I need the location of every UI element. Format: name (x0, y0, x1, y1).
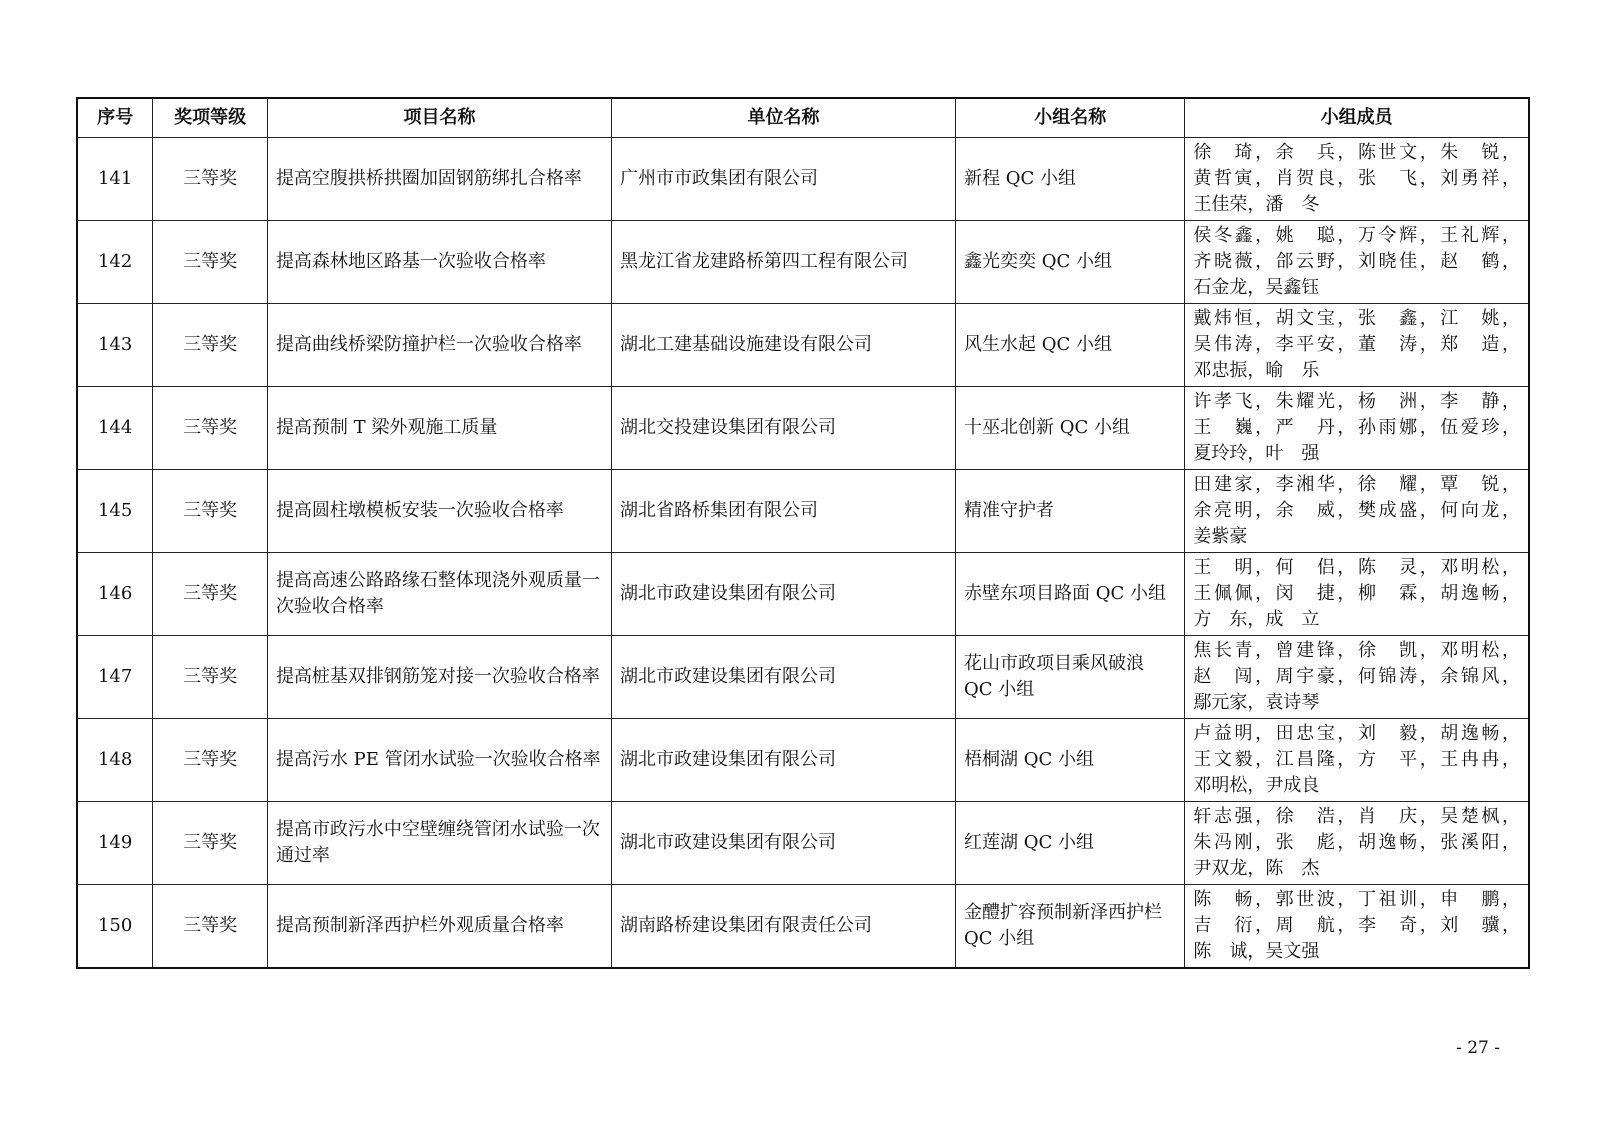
cell-project-name: 提高高速公路路缘石整体现浇外观质量一次验收合格率 (267, 553, 611, 636)
header-no: 序号 (77, 98, 153, 138)
cell-project-name: 提高森林地区路基一次验收合格率 (267, 221, 611, 304)
cell-group-name: 金醴扩容预制新泽西护栏 QC 小组 (956, 885, 1185, 969)
cell-award: 三等奖 (153, 802, 268, 885)
cell-project-name: 提高预制新泽西护栏外观质量合格率 (267, 885, 611, 969)
cell-group-name: 花山市政项目乘风破浪 QC 小组 (956, 636, 1185, 719)
member-line: 姜紫豪 (1193, 526, 1248, 547)
member-line: 邓明松，尹成良 (1193, 775, 1320, 796)
table-row (77, 221, 1529, 304)
member-line: 侯冬鑫，姚 聪，万令辉，王礼辉， (1193, 225, 1520, 246)
cell-award: 三等奖 (153, 636, 268, 719)
cell-unit-name: 黑龙江省龙建路桥第四工程有限公司 (611, 221, 955, 304)
cell-unit-name: 湖北工建基础设施建设有限公司 (611, 304, 955, 387)
member-line: 夏玲玲，叶 强 (1193, 443, 1320, 464)
member-line: 王佩佩，闵 捷，柳 霖，胡逸畅， (1193, 583, 1520, 604)
cell-members (1185, 636, 1529, 719)
member-line: 王 明，何 侣，陈 灵，邓明松， (1193, 557, 1520, 578)
table-row (77, 470, 1529, 553)
cell-unit-name: 湖南路桥建设集团有限责任公司 (611, 885, 955, 969)
member-line: 吉 衍，周 航，李 奇，刘 骥， (1193, 915, 1520, 936)
cell-members (1185, 802, 1529, 885)
table-row (77, 719, 1529, 802)
table-row (77, 387, 1529, 470)
member-line: 黄哲寅，肖贺良，张 飞，刘勇祥， (1193, 168, 1520, 189)
cell-no: 147 (77, 636, 153, 719)
header-project: 项目名称 (267, 98, 611, 138)
member-line: 焦长青，曾建锋，徐 凯，邓明松， (1193, 640, 1520, 661)
member-line: 王佳荣，潘 冬 (1193, 194, 1320, 215)
cell-members (1185, 885, 1529, 969)
cell-award: 三等奖 (153, 553, 268, 636)
cell-award: 三等奖 (153, 221, 268, 304)
awards-table (76, 97, 1530, 969)
cell-members (1185, 387, 1529, 470)
member-line: 余亮明，余 威，樊成盛，何向龙， (1193, 500, 1520, 521)
member-line: 齐晓薇，郃云野，刘晓佳，赵 鹤， (1193, 251, 1520, 272)
cell-project-name: 提高曲线桥梁防撞护栏一次验收合格率 (267, 304, 611, 387)
cell-project-name: 提高市政污水中空壁缠绕管闭水试验一次通过率 (267, 802, 611, 885)
cell-group-name: 新程 QC 小组 (956, 138, 1185, 221)
cell-no: 148 (77, 719, 153, 802)
member-line: 轩志强，徐 浩，肖 庆，吴楚枫， (1193, 806, 1520, 827)
member-line: 朱冯刚，张 彪，胡逸畅，张溪阳， (1193, 832, 1520, 853)
member-line: 方 东，成 立 (1193, 609, 1320, 630)
cell-award: 三等奖 (153, 387, 268, 470)
cell-members (1185, 304, 1529, 387)
member-line: 戴炜恒，胡文宝，张 鑫，江 姚， (1193, 308, 1520, 329)
member-line: 邓忠振，喻 乐 (1193, 360, 1320, 381)
table-row (77, 138, 1529, 221)
member-line: 陈 诚，吴文强 (1193, 941, 1320, 962)
table-row (77, 885, 1529, 969)
page-number: - 27 - (1456, 1038, 1500, 1058)
member-line: 赵 闯，周宇豪，何锦涛，余锦风， (1193, 666, 1520, 687)
cell-project-name: 提高圆柱墩模板安装一次验收合格率 (267, 470, 611, 553)
cell-award: 三等奖 (153, 470, 268, 553)
cell-group-name: 梧桐湖 QC 小组 (956, 719, 1185, 802)
member-line: 卢益明，田忠宝，刘 毅，胡逸畅， (1193, 723, 1520, 744)
cell-group-name: 赤壁东项目路面 QC 小组 (956, 553, 1185, 636)
cell-group-name: 鑫光奕奕 QC 小组 (956, 221, 1185, 304)
cell-members (1185, 553, 1529, 636)
table-row (77, 304, 1529, 387)
cell-members (1185, 138, 1529, 221)
table-body (77, 138, 1529, 969)
table-header (77, 98, 1529, 138)
member-line: 王文毅，江昌隆，方 平，王冉冉， (1193, 749, 1520, 770)
cell-project-name: 提高桩基双排钢筋笼对接一次验收合格率 (267, 636, 611, 719)
member-line: 尹双龙，陈 杰 (1193, 858, 1320, 879)
cell-members (1185, 221, 1529, 304)
cell-unit-name: 广州市市政集团有限公司 (611, 138, 955, 221)
member-line: 石金龙，吴鑫钰 (1193, 277, 1320, 298)
member-line: 王 巍，严 丹，孙雨娜，伍爱珍， (1193, 417, 1520, 438)
cell-no: 145 (77, 470, 153, 553)
header-members: 小组成员 (1185, 98, 1529, 138)
header-award: 奖项等级 (153, 98, 268, 138)
cell-no: 146 (77, 553, 153, 636)
cell-no: 143 (77, 304, 153, 387)
table-row (77, 553, 1529, 636)
cell-unit-name: 湖北市政建设集团有限公司 (611, 802, 955, 885)
cell-award: 三等奖 (153, 885, 268, 969)
cell-group-name: 精准守护者 (956, 470, 1185, 553)
cell-unit-name: 湖北市政建设集团有限公司 (611, 636, 955, 719)
cell-group-name: 风生水起 QC 小组 (956, 304, 1185, 387)
cell-project-name: 提高空腹拱桥拱圈加固钢筋绑扎合格率 (267, 138, 611, 221)
cell-members (1185, 719, 1529, 802)
member-line: 田建家，李湘华，徐 耀，覃 锐， (1193, 474, 1520, 495)
cell-no: 149 (77, 802, 153, 885)
table-row (77, 802, 1529, 885)
cell-no: 141 (77, 138, 153, 221)
member-line: 鄢元家，袁诗琴 (1193, 692, 1320, 713)
cell-project-name: 提高预制 T 梁外观施工质量 (267, 387, 611, 470)
cell-no: 144 (77, 387, 153, 470)
member-line: 吴伟涛，李平安，董 涛，郑 造， (1193, 334, 1520, 355)
cell-members (1185, 470, 1529, 553)
cell-no: 150 (77, 885, 153, 969)
cell-unit-name: 湖北交投建设集团有限公司 (611, 387, 955, 470)
cell-unit-name: 湖北省路桥集团有限公司 (611, 470, 955, 553)
member-line: 徐 琦，余 兵，陈世文，朱 锐， (1193, 142, 1520, 163)
cell-unit-name: 湖北市政建设集团有限公司 (611, 553, 955, 636)
cell-project-name: 提高污水 PE 管闭水试验一次验收合格率 (267, 719, 611, 802)
table-row (77, 636, 1529, 719)
member-line: 陈 畅，郭世波，丁祖训，申 鹏， (1193, 889, 1520, 910)
cell-award: 三等奖 (153, 719, 268, 802)
cell-unit-name: 湖北市政建设集团有限公司 (611, 719, 955, 802)
cell-no: 142 (77, 221, 153, 304)
member-line: 许孝飞，朱耀光，杨 洲，李 静， (1193, 391, 1520, 412)
cell-group-name: 红莲湖 QC 小组 (956, 802, 1185, 885)
header-group: 小组名称 (956, 98, 1185, 138)
header-row (77, 98, 1529, 138)
header-unit: 单位名称 (611, 98, 955, 138)
cell-group-name: 十巫北创新 QC 小组 (956, 387, 1185, 470)
cell-award: 三等奖 (153, 304, 268, 387)
cell-award: 三等奖 (153, 138, 268, 221)
